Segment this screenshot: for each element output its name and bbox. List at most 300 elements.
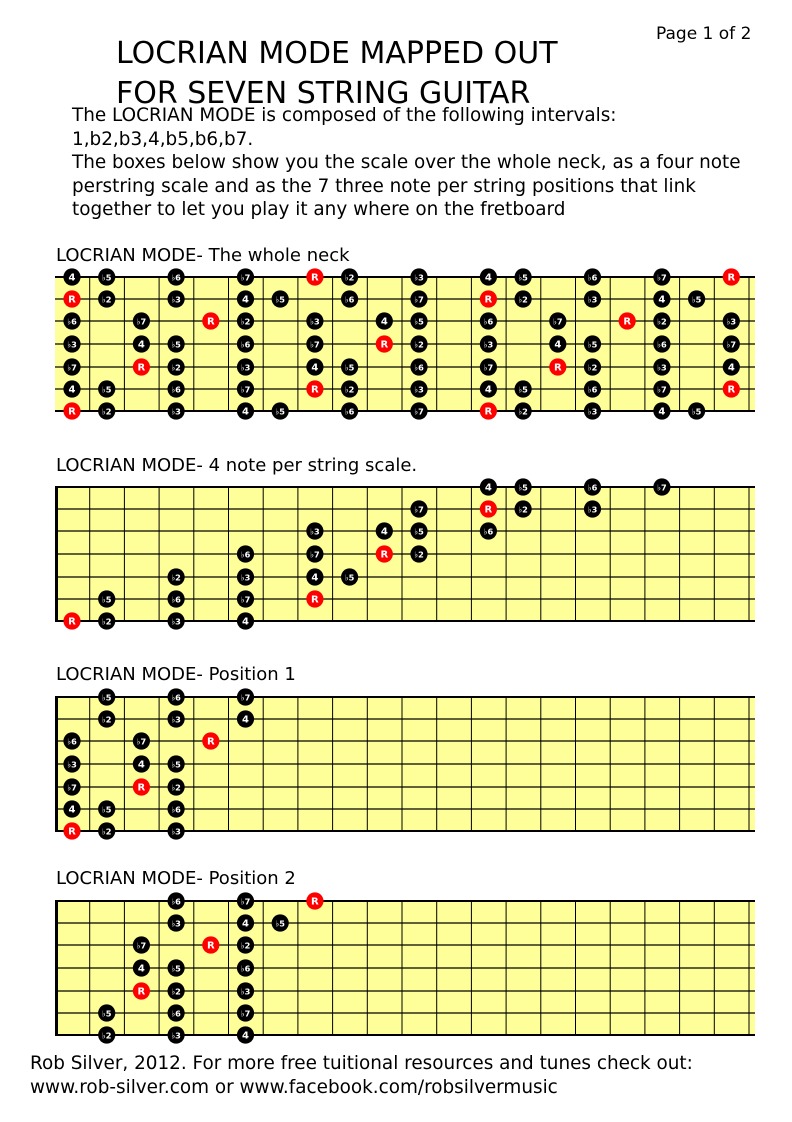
- note-dot-label: R: [137, 362, 146, 374]
- fretboard-whole-neck: [55, 266, 755, 422]
- scale-note-dot: [410, 290, 427, 307]
- scale-note-dot: [272, 290, 289, 307]
- note-dot-label: 4: [137, 339, 145, 351]
- footer-credit: Rob Silver, 2012. For more free tuitional resources and tunes check out:: [30, 1053, 693, 1074]
- note-dot-label: 4: [380, 526, 388, 538]
- scale-note-dot: [480, 522, 497, 539]
- note-dot-label: ♭6: [587, 272, 598, 283]
- scale-note-dot: [341, 268, 358, 285]
- note-dot-label: 4: [311, 362, 319, 374]
- scale-note-dot: [480, 478, 497, 495]
- intro-line-1: The LOCRIAN MODE is composed of the following intervals:: [72, 105, 617, 126]
- note-dot-label: ♭3: [483, 339, 494, 350]
- note-dot-label: ♭7: [414, 294, 424, 305]
- note-dot-label: ♭2: [414, 549, 424, 560]
- note-dot-label: ♭7: [240, 594, 251, 605]
- root-note-dot: [202, 936, 219, 953]
- note-dot-label: ♭2: [657, 316, 667, 327]
- scale-note-dot: [168, 822, 185, 839]
- scale-note-dot: [63, 380, 80, 397]
- scale-note-dot: [63, 755, 80, 772]
- nut: [55, 696, 58, 832]
- note-dot-label: ♭5: [518, 384, 528, 395]
- scale-note-dot: [480, 335, 497, 352]
- note-dot-label: ♭5: [275, 918, 285, 929]
- scale-note-dot: [133, 936, 150, 953]
- scale-note-dot: [237, 335, 254, 352]
- scale-note-dot: [515, 290, 532, 307]
- note-dot-label: 4: [137, 759, 145, 771]
- scale-note-dot: [237, 710, 254, 727]
- scale-note-dot: [653, 380, 670, 397]
- scale-note-dot: [168, 335, 185, 352]
- note-dot-label: ♭6: [344, 294, 355, 305]
- scale-note-dot: [63, 312, 80, 329]
- note-dot-label: ♭7: [657, 272, 667, 283]
- note-dot-label: ♭7: [240, 272, 251, 283]
- note-dot-label: ♭3: [67, 759, 77, 770]
- scale-note-dot: [410, 380, 427, 397]
- note-dot-label: ♭6: [587, 482, 598, 493]
- scale-note-dot: [480, 358, 497, 375]
- scale-note-dot: [168, 982, 185, 999]
- root-note-dot: [480, 290, 497, 307]
- scale-note-dot: [410, 335, 427, 352]
- note-dot-label: ♭3: [240, 986, 251, 997]
- root-note-dot: [202, 732, 219, 749]
- scale-note-dot: [237, 380, 254, 397]
- scale-note-dot: [168, 892, 185, 909]
- note-dot-label: ♭2: [587, 362, 598, 373]
- scale-note-dot: [515, 500, 532, 517]
- note-dot-label: R: [311, 384, 319, 396]
- scale-note-dot: [410, 268, 427, 285]
- note-dot-label: 4: [242, 616, 249, 628]
- scale-note-dot: [237, 312, 254, 329]
- note-dot-label: ♭6: [240, 549, 251, 560]
- note-dot-label: ♭7: [240, 1008, 251, 1019]
- note-dot-label: ♭3: [67, 339, 77, 350]
- footer-links: www.rob-silver.com or www.facebook.com/robsilvermusic: [30, 1077, 558, 1098]
- scale-note-dot: [98, 612, 115, 629]
- note-dot-label: ♭5: [171, 339, 181, 350]
- note-dot-label: ♭6: [483, 316, 494, 327]
- page-number: Page 1 of 2: [656, 24, 752, 44]
- note-dot-label: ♭5: [344, 362, 355, 373]
- root-note-dot: [306, 590, 323, 607]
- note-dot-label: R: [553, 362, 562, 374]
- note-dot-label: R: [380, 549, 389, 561]
- scale-note-dot: [653, 312, 670, 329]
- note-dot-label: R: [484, 294, 493, 306]
- scale-note-dot: [237, 914, 254, 931]
- note-dot-label: ♭3: [587, 406, 598, 417]
- scale-note-dot: [341, 358, 358, 375]
- note-dot-label: R: [484, 406, 493, 418]
- scale-note-dot: [549, 312, 566, 329]
- note-dot-label: ♭6: [414, 362, 424, 373]
- note-dot-label: ♭2: [171, 362, 181, 373]
- scale-note-dot: [168, 358, 185, 375]
- scale-note-dot: [341, 290, 358, 307]
- scale-note-dot: [63, 358, 80, 375]
- scale-note-dot: [306, 568, 323, 585]
- scale-note-dot: [237, 290, 254, 307]
- scale-note-dot: [376, 312, 393, 329]
- scale-note-dot: [306, 545, 323, 562]
- note-dot-label: ♭5: [171, 963, 181, 974]
- scale-note-dot: [98, 1004, 115, 1021]
- note-dot-label: ♭5: [101, 692, 112, 703]
- scale-note-dot: [515, 380, 532, 397]
- scale-note-dot: [133, 959, 150, 976]
- note-dot-label: R: [311, 272, 319, 284]
- scale-note-dot: [98, 268, 115, 285]
- note-dot-label: ♭3: [587, 504, 598, 515]
- scale-note-dot: [515, 478, 532, 495]
- note-dot-label: ♭7: [67, 362, 77, 373]
- scale-note-dot: [168, 800, 185, 817]
- root-note-dot: [376, 545, 393, 562]
- scale-note-dot: [98, 822, 115, 839]
- scale-note-dot: [480, 268, 497, 285]
- scale-note-dot: [98, 1026, 115, 1043]
- scale-note-dot: [237, 1004, 254, 1021]
- scale-note-dot: [237, 268, 254, 285]
- note-dot-label: ♭5: [171, 759, 181, 770]
- scale-note-dot: [341, 402, 358, 419]
- note-dot-label: ♭6: [171, 594, 181, 605]
- note-dot-label: ♭3: [310, 526, 320, 537]
- note-dot-label: ♭7: [657, 482, 667, 493]
- scale-note-dot: [168, 590, 185, 607]
- scale-note-dot: [688, 402, 705, 419]
- scale-note-dot: [480, 312, 497, 329]
- root-note-dot: [306, 268, 323, 285]
- fretboard-4-note-per-string: [55, 476, 755, 632]
- scale-note-dot: [410, 402, 427, 419]
- note-dot-label: 4: [658, 294, 666, 306]
- root-note-dot: [133, 982, 150, 999]
- scale-note-dot: [168, 380, 185, 397]
- scale-note-dot: [168, 755, 185, 772]
- note-dot-label: R: [68, 406, 76, 418]
- note-dot-label: ♭2: [344, 384, 355, 395]
- note-dot-label: ♭2: [518, 406, 528, 417]
- note-dot-label: ♭6: [240, 963, 251, 974]
- note-dot-label: 4: [658, 406, 666, 418]
- nut: [55, 900, 58, 1036]
- note-dot-label: ♭2: [101, 826, 112, 837]
- note-dot-label: ♭3: [657, 362, 667, 373]
- note-dot-label: ♭3: [171, 714, 181, 725]
- scale-note-dot: [237, 892, 254, 909]
- root-note-dot: [202, 312, 219, 329]
- scale-note-dot: [410, 522, 427, 539]
- note-dot-label: 4: [242, 294, 249, 306]
- scale-note-dot: [168, 959, 185, 976]
- note-dot-label: ♭5: [518, 482, 528, 493]
- scale-note-dot: [272, 914, 289, 931]
- root-note-dot: [376, 335, 393, 352]
- scale-note-dot: [341, 568, 358, 585]
- intro-description: The boxes below show you the scale over the whole neck, as a four note perstring scale and as the 7 three note per string positions that link together to let you play it any where on the fretboard: [72, 152, 741, 221]
- note-dot-label: 4: [311, 572, 319, 584]
- scale-note-dot: [410, 312, 427, 329]
- scale-note-dot: [723, 335, 740, 352]
- scale-note-dot: [584, 402, 601, 419]
- note-dot-label: ♭5: [101, 594, 112, 605]
- scale-note-dot: [237, 545, 254, 562]
- scale-note-dot: [341, 380, 358, 397]
- note-dot-label: ♭7: [240, 384, 251, 395]
- scale-note-dot: [584, 478, 601, 495]
- scale-note-dot: [63, 335, 80, 352]
- scale-note-dot: [168, 1026, 185, 1043]
- note-dot-label: 4: [484, 384, 492, 396]
- root-note-dot: [63, 290, 80, 307]
- scale-note-dot: [98, 710, 115, 727]
- note-dot-label: ♭2: [101, 294, 112, 305]
- note-dot-label: ♭6: [171, 384, 181, 395]
- scale-note-dot: [98, 688, 115, 705]
- note-dot-label: ♭6: [483, 526, 494, 537]
- note-dot-label: ♭6: [67, 316, 77, 327]
- scale-note-dot: [98, 800, 115, 817]
- note-dot-label: ♭3: [240, 362, 251, 373]
- note-dot-label: ♭5: [344, 572, 355, 583]
- scale-note-dot: [549, 335, 566, 352]
- scale-note-dot: [584, 500, 601, 517]
- note-dot-label: ♭5: [414, 526, 424, 537]
- root-note-dot: [306, 892, 323, 909]
- scale-note-dot: [480, 380, 497, 397]
- scale-note-dot: [63, 800, 80, 817]
- root-note-dot: [306, 380, 323, 397]
- scale-note-dot: [168, 1004, 185, 1021]
- note-dot-label: ♭7: [310, 549, 320, 560]
- note-dot-label: 4: [484, 272, 492, 284]
- note-dot-label: R: [380, 339, 389, 351]
- fretboard-position-1: [55, 686, 755, 842]
- note-dot-label: ♭2: [344, 272, 355, 283]
- note-dot-label: 4: [68, 272, 76, 284]
- note-dot-label: ♭3: [171, 406, 181, 417]
- page-title: [116, 34, 558, 114]
- intro-intervals: 1,b2,b3,4,b5,b6,b7.: [72, 128, 254, 150]
- note-dot-label: ♭6: [240, 339, 251, 350]
- note-dot-label: ♭2: [101, 1030, 112, 1041]
- scale-note-dot: [168, 778, 185, 795]
- note-dot-label: R: [311, 896, 319, 908]
- note-dot-label: ♭7: [310, 339, 320, 350]
- note-dot-label: ♭2: [101, 714, 112, 725]
- root-note-dot: [549, 358, 566, 375]
- root-note-dot: [63, 612, 80, 629]
- scale-note-dot: [133, 312, 150, 329]
- note-dot-label: ♭7: [240, 896, 251, 907]
- root-note-dot: [133, 358, 150, 375]
- scale-note-dot: [168, 688, 185, 705]
- note-dot-label: ♭7: [136, 940, 147, 951]
- note-dot-label: 4: [242, 918, 249, 930]
- note-dot-label: 4: [68, 804, 76, 816]
- note-dot-label: ♭3: [726, 316, 737, 327]
- scale-note-dot: [98, 380, 115, 397]
- scale-note-dot: [168, 568, 185, 585]
- note-dot-label: R: [206, 316, 215, 328]
- note-dot-label: ♭6: [67, 736, 77, 747]
- note-dot-label: ♭2: [101, 616, 112, 627]
- note-dot-label: ♭2: [518, 504, 528, 515]
- note-dot-label: 4: [380, 316, 388, 328]
- note-dot-label: ♭7: [553, 316, 563, 327]
- title-line-2: FOR SEVEN STRING GUITAR: [116, 76, 531, 111]
- note-dot-label: R: [206, 940, 215, 952]
- note-dot-label: ♭5: [101, 1008, 112, 1019]
- scale-note-dot: [237, 936, 254, 953]
- note-dot-label: ♭2: [240, 316, 251, 327]
- scale-note-dot: [133, 335, 150, 352]
- note-dot-label: ♭6: [171, 896, 181, 907]
- note-dot-label: ♭2: [171, 986, 181, 997]
- scale-note-dot: [515, 402, 532, 419]
- note-dot-label: 4: [242, 406, 249, 418]
- root-note-dot: [723, 268, 740, 285]
- nut: [55, 486, 58, 622]
- note-dot-label: ♭5: [691, 406, 702, 417]
- scale-note-dot: [723, 358, 740, 375]
- note-dot-label: ♭7: [136, 736, 147, 747]
- scale-note-dot: [237, 1026, 254, 1043]
- section-label-position-2: LOCRIAN MODE- Position 2: [56, 868, 296, 889]
- note-dot-label: ♭3: [171, 918, 181, 929]
- note-dot-label: ♭6: [171, 272, 181, 283]
- scale-note-dot: [653, 290, 670, 307]
- note-dot-label: R: [623, 316, 632, 328]
- scale-note-dot: [98, 590, 115, 607]
- note-dot-label: ♭6: [344, 406, 355, 417]
- note-dot-label: R: [484, 504, 493, 516]
- note-dot-label: ♭3: [310, 316, 320, 327]
- note-dot-label: 4: [242, 1030, 249, 1042]
- scale-note-dot: [237, 688, 254, 705]
- note-dot-label: ♭3: [171, 826, 181, 837]
- fretboard-position-2: [55, 890, 755, 1046]
- scale-note-dot: [168, 290, 185, 307]
- title-line-1: LOCRIAN MODE MAPPED OUT: [116, 36, 558, 71]
- scale-note-dot: [237, 402, 254, 419]
- section-label-4-note-per-string: LOCRIAN MODE- 4 note per string scale.: [56, 455, 418, 476]
- note-dot-label: ♭6: [171, 692, 181, 703]
- scale-note-dot: [133, 732, 150, 749]
- footer: [30, 1052, 693, 1100]
- scale-note-dot: [410, 500, 427, 517]
- scale-note-dot: [237, 959, 254, 976]
- note-dot-label: R: [68, 826, 76, 838]
- scale-note-dot: [63, 778, 80, 795]
- note-dot-label: R: [727, 272, 736, 284]
- scale-note-dot: [376, 522, 393, 539]
- note-dot-label: 4: [68, 384, 76, 396]
- note-dot-label: ♭5: [101, 384, 112, 395]
- note-dot-label: 4: [727, 362, 735, 374]
- note-dot-label: R: [727, 384, 736, 396]
- scale-note-dot: [237, 982, 254, 999]
- scale-note-dot: [723, 312, 740, 329]
- note-dot-label: ♭7: [240, 692, 251, 703]
- note-dot-label: ♭2: [171, 572, 181, 583]
- note-dot-label: R: [137, 782, 146, 794]
- note-dot-label: ♭7: [67, 782, 77, 793]
- note-dot-label: 4: [137, 963, 145, 975]
- note-dot-label: ♭5: [275, 294, 285, 305]
- scale-note-dot: [653, 478, 670, 495]
- scale-note-dot: [168, 710, 185, 727]
- note-dot-label: R: [68, 616, 76, 628]
- note-dot-label: ♭5: [101, 804, 112, 815]
- root-note-dot: [63, 822, 80, 839]
- scale-note-dot: [237, 590, 254, 607]
- section-label-whole-neck: LOCRIAN MODE- The whole neck: [56, 245, 350, 266]
- note-dot-label: ♭3: [171, 1030, 181, 1041]
- note-dot-label: ♭7: [483, 362, 494, 373]
- scale-note-dot: [410, 358, 427, 375]
- scale-note-dot: [168, 612, 185, 629]
- note-dot-label: ♭6: [171, 804, 181, 815]
- note-dot-label: R: [137, 986, 146, 998]
- note-dot-label: ♭3: [171, 616, 181, 627]
- note-dot-label: R: [68, 294, 76, 306]
- scale-note-dot: [98, 402, 115, 419]
- note-dot-label: ♭5: [691, 294, 702, 305]
- note-dot-label: ♭2: [414, 339, 424, 350]
- scale-note-dot: [306, 358, 323, 375]
- note-dot-label: R: [206, 736, 215, 748]
- scale-note-dot: [584, 380, 601, 397]
- scale-note-dot: [653, 402, 670, 419]
- scale-note-dot: [306, 335, 323, 352]
- scale-note-dot: [98, 290, 115, 307]
- root-note-dot: [63, 402, 80, 419]
- scale-note-dot: [63, 732, 80, 749]
- note-dot-label: ♭6: [587, 384, 598, 395]
- intro-text: [72, 104, 772, 222]
- note-dot-label: ♭5: [275, 406, 285, 417]
- scale-note-dot: [237, 612, 254, 629]
- scale-note-dot: [584, 290, 601, 307]
- scale-note-dot: [306, 522, 323, 539]
- root-note-dot: [133, 778, 150, 795]
- note-dot-label: ♭2: [101, 406, 112, 417]
- scale-note-dot: [584, 268, 601, 285]
- note-dot-label: 4: [484, 482, 492, 494]
- scale-note-dot: [168, 914, 185, 931]
- scale-note-dot: [133, 755, 150, 772]
- note-dot-label: 4: [554, 339, 562, 351]
- note-dot-label: ♭2: [240, 940, 251, 951]
- note-dot-label: ♭7: [414, 406, 424, 417]
- note-dot-label: ♭7: [414, 504, 424, 515]
- note-dot-label: ♭3: [171, 294, 181, 305]
- scale-note-dot: [653, 268, 670, 285]
- scale-note-dot: [237, 568, 254, 585]
- scale-note-dot: [410, 545, 427, 562]
- scale-note-dot: [168, 402, 185, 419]
- note-dot-label: ♭5: [101, 272, 112, 283]
- note-dot-label: ♭3: [414, 384, 424, 395]
- note-dot-label: ♭7: [657, 384, 667, 395]
